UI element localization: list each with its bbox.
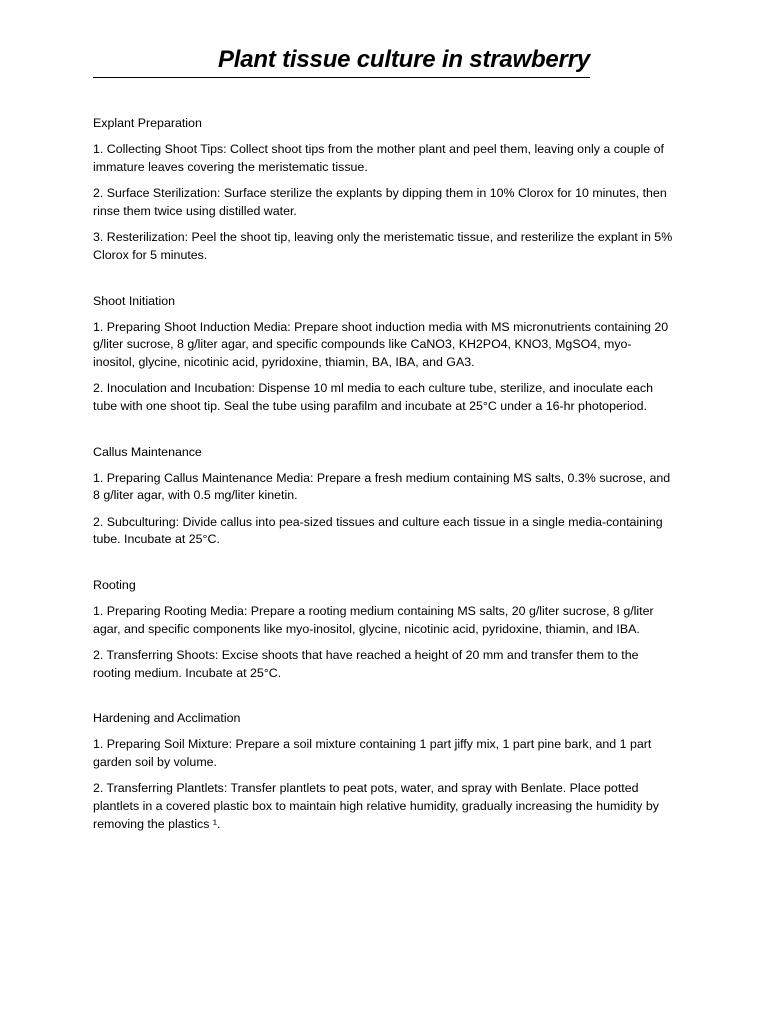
section-heading: Callus Maintenance xyxy=(93,444,202,459)
section-heading: Shoot Initiation xyxy=(93,293,175,308)
paragraph: 3. Resterilization: Peel the shoot tip, leaving only the meristematic tissue, and resterilize the explant in 5% Clorox for 5 minutes. xyxy=(93,230,673,262)
section-shoot-initiation xyxy=(93,292,673,416)
paragraph: 1. Preparing Rooting Media: Prepare a rooting medium containing MS salts, 20 g/liter sucrose, 8 g/liter agar, and specific components like myo-inositol, glycine, nicotinic acid, pyridoxine, thiamin, and IBA. xyxy=(93,603,654,636)
section-callus-maintenance xyxy=(93,443,673,549)
paragraph: 1. Preparing Callus Maintenance Media: Prepare a fresh medium containing MS salts, 0.3% sucrose, and 8 g/liter agar, with 0.5 mg/liter kinetin. xyxy=(93,470,671,503)
document-body xyxy=(93,114,673,842)
paragraph: 2. Transferring Plantlets: Transfer plantlets to peat pots, water, and spray with Benlate. Place potted plantlets in a covered plastic box to maintain high relative humidity, gradually increasing the humidity by removing the plastics ¹. xyxy=(93,781,659,831)
paragraph: 2. Transferring Shoots: Excise shoots that have reached a height of 20 mm and transfer them to the rooting medium. Incubate at 25°C. xyxy=(93,648,639,680)
page-title: Plant tissue culture in strawberry xyxy=(218,46,590,73)
section-explant-preparation xyxy=(93,114,673,265)
paragraph: 2. Inoculation and Incubation: Dispense 10 ml media to each culture tube, sterilize, and inoculate each tube with one shoot tip. Seal the tube using parafilm and incubate at 25°C under a 16-hr photoperiod. xyxy=(93,381,653,413)
paragraph: 2. Subculturing: Divide callus into pea-sized tissues and culture each tissue in a single media-containing tube. Incubate at 25°C. xyxy=(93,514,663,547)
section-hardening-and-acclimation xyxy=(93,709,673,833)
section-heading: Explant Preparation xyxy=(93,116,202,130)
section-rooting xyxy=(93,576,673,682)
paragraph: 1. Collecting Shoot Tips: Collect shoot tips from the mother plant and peel them, leaving only a couple of immature leaves covering the meristematic tissue. xyxy=(93,142,664,174)
paragraph: 1. Preparing Shoot Induction Media: Prepare shoot induction media with MS micronutrients containing 20 g/liter sucrose, 8 g/liter agar, and specific compounds like CaNO3, KH2PO4, KNO3, MgSO4, myo-inositol, glycine, nicotinic acid, pyridoxine, thiamin, BA, IBA, and GA3. xyxy=(93,319,669,369)
section-heading: Hardening and Acclimation xyxy=(93,711,241,726)
section-heading: Rooting xyxy=(93,577,136,592)
title-underline xyxy=(93,44,590,78)
paragraph: 1. Preparing Soil Mixture: Prepare a soil mixture containing 1 part jiffy mix, 1 part pine bark, and 1 part garden soil by volume. xyxy=(93,737,652,769)
paragraph: 2. Surface Sterilization: Surface sterilize the explants by dipping them in 10% Clorox for 10 minutes, then rinse them twice using distilled water. xyxy=(93,186,667,218)
